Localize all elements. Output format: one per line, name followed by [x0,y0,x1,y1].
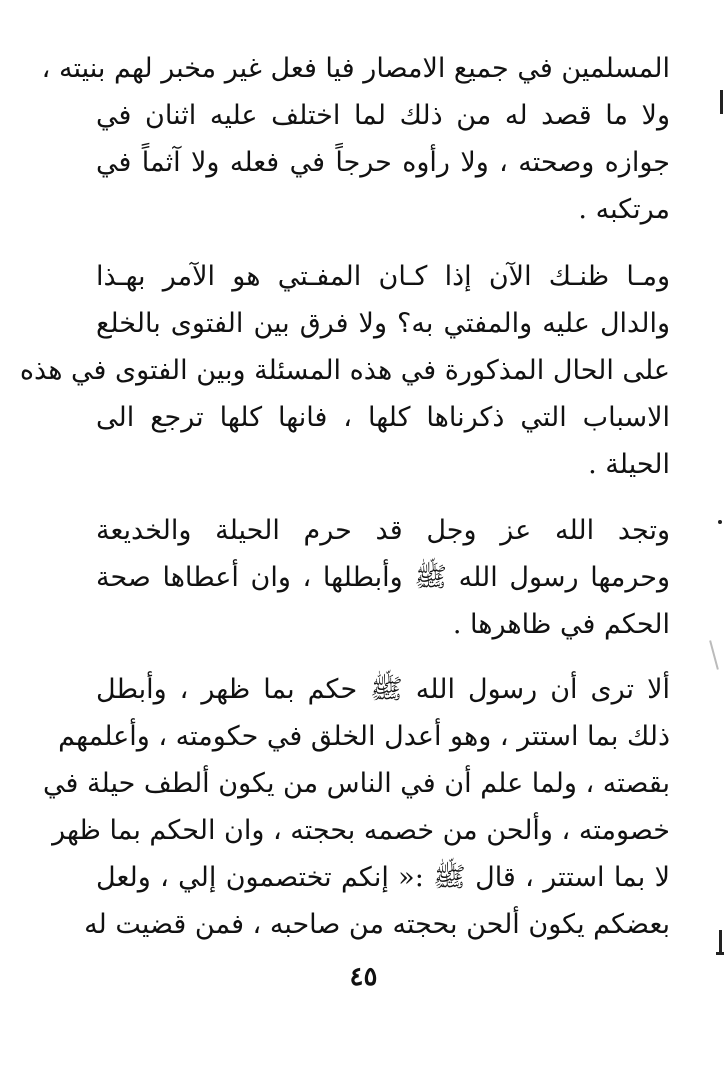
text-line: على الحال المذكورة في هذه المسئلة وبين الفتوى في هذه [19,355,670,386]
text-line: جوازه وصحته ، ولا رأوه حرجاً في فعله ولا آثماً في [96,147,670,178]
paragraph-4 [43,666,670,948]
paragraph-3 [96,507,670,648]
text-line: بقصته ، ولما علم أن في الناس من يكون ألطف حيلة في [43,768,670,799]
text-line: الاسباب التي ذكرناها كلها ، فانها كلها ترجع الى [96,402,670,433]
scan-edge-mark [709,640,719,669]
text-line: وحرمها رسول الله ﷺ وأبطلها ، وان أعطاها صحة [96,562,670,593]
text-line: خصومته ، وألحن من خصمه بحجته ، وان الحكم بما ظهر [52,815,670,846]
text-line: الحكم في ظاهرها . [452,609,670,640]
scan-edge-mark [719,930,722,954]
scan-edge-mark [720,90,723,114]
text-line: ذلك بما استتر ، وهو أعدل الخلق في حكومته ، وأعلمهم [58,721,670,752]
scan-edge-mark [718,520,722,524]
paragraph-2 [19,253,670,488]
text-line: والدال عليه والمفتي به؟ ولا فرق بين الفتوى بالخلع [96,308,670,339]
text-line: الحيلة . [588,449,670,480]
text-line: المسلمين في جميع الامصار فيا فعل غير مخبر لهم بنيته ، [41,53,670,84]
paragraph-1 [41,45,670,233]
text-line: بعضكم يكون ألحن بحجته من صاحبه ، فمن قضيت له [84,909,670,940]
text-line: وتجد الله عز وجل قد حرم الحيلة والخديعة [96,515,670,546]
text-line: مرتكبه . [578,194,670,225]
text-line: ولا ما قصد له من ذلك لما اختلف عليه اثنان في [96,100,670,131]
scan-edge-mark [716,952,724,955]
text-line: ومـا ظنـك الآن إذا كـان المفـتي هو الآمر بهـذا [96,261,670,292]
text-line: لا بما استتر ، قال ﷺ :« إنكم تختصمون إلي ، ولعل [96,862,670,893]
page-number: ٤٥ [349,962,378,992]
text-line: ألا ترى أن رسول الله ﷺ حكم بما ظهر ، وأبطل [96,674,670,705]
